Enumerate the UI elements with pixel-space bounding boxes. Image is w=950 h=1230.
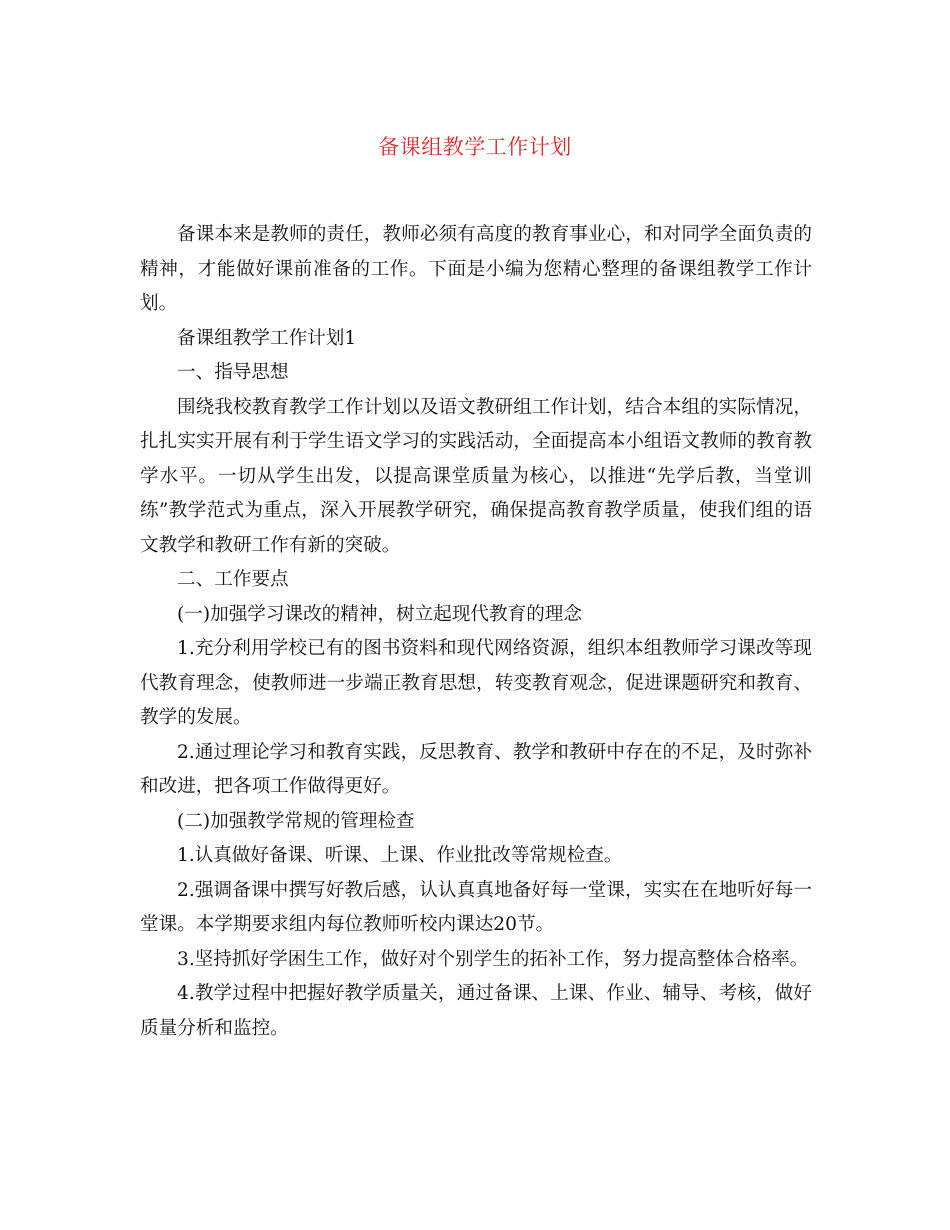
section-heading-work-points: 二、工作要点 <box>177 569 289 590</box>
list-item: 1.认真做好备课、听课、上课、作业批改等常规检查。 <box>177 845 623 866</box>
list-item: 1.充分利用学校已有的图书资料和现代网络资源，组织本组教师学习课改等现代教育理念，使教师进一步端正教育思想，转变教育观念，促进课题研究和教育、教学的发展。 <box>140 638 812 728</box>
document-body <box>140 218 812 1046</box>
list-item: 2.通过理论学习和教育实践，反思教育、教学和教研中存在的不足，及时弥补和改进，把各项工作做得更好。 <box>140 741 812 797</box>
section-heading-guiding-thought: 一、指导思想 <box>177 362 289 383</box>
list-item: 4.教学过程中把握好教学质量关，通过备课、上课、作业、辅导、考核，做好质量分析和监控。 <box>140 983 812 1039</box>
list-item: 2.强调备课中撰写好教后感，认认真真地备好每一堂课，实实在在地听好每一堂课。本学期要求组内每位教师听校内课达20节。 <box>140 879 812 935</box>
subsection-heading-2: (二)加强教学常规的管理检查 <box>177 810 415 832</box>
list-item: 3.坚持抓好学困生工作，做好对个别学生的拓补工作，努力提高整体合格率。 <box>177 948 809 970</box>
subsection-heading-1: (一)加强学习课改的精神，树立起现代教育的理念 <box>177 603 582 625</box>
intro-paragraph: 备课本来是教师的责任，教师必须有高度的教育事业心，和对同学全面负责的精神，才能做好课前准备的工作。下面是小编为您精心整理的备课组教学工作计划。 <box>140 224 812 314</box>
plan-heading: 备课组教学工作计划1 <box>177 327 357 349</box>
guiding-thought-paragraph: 围绕我校教育教学工作计划以及语文教研组工作计划，结合本组的实际情况，扎扎实实开展有利于学生语文学习的实践活动，全面提高本小组语文教师的教育教学水平。一切从学生出发，以提高课堂质量为核心，以推进“先学后教，当堂训练”教学范式为重点，深入开展教学研究，确保提高教育教学质量，使我们组的语文教学和教研工作有新的突破。 <box>140 396 812 556</box>
document-title: 备课组教学工作计划 <box>378 135 572 159</box>
